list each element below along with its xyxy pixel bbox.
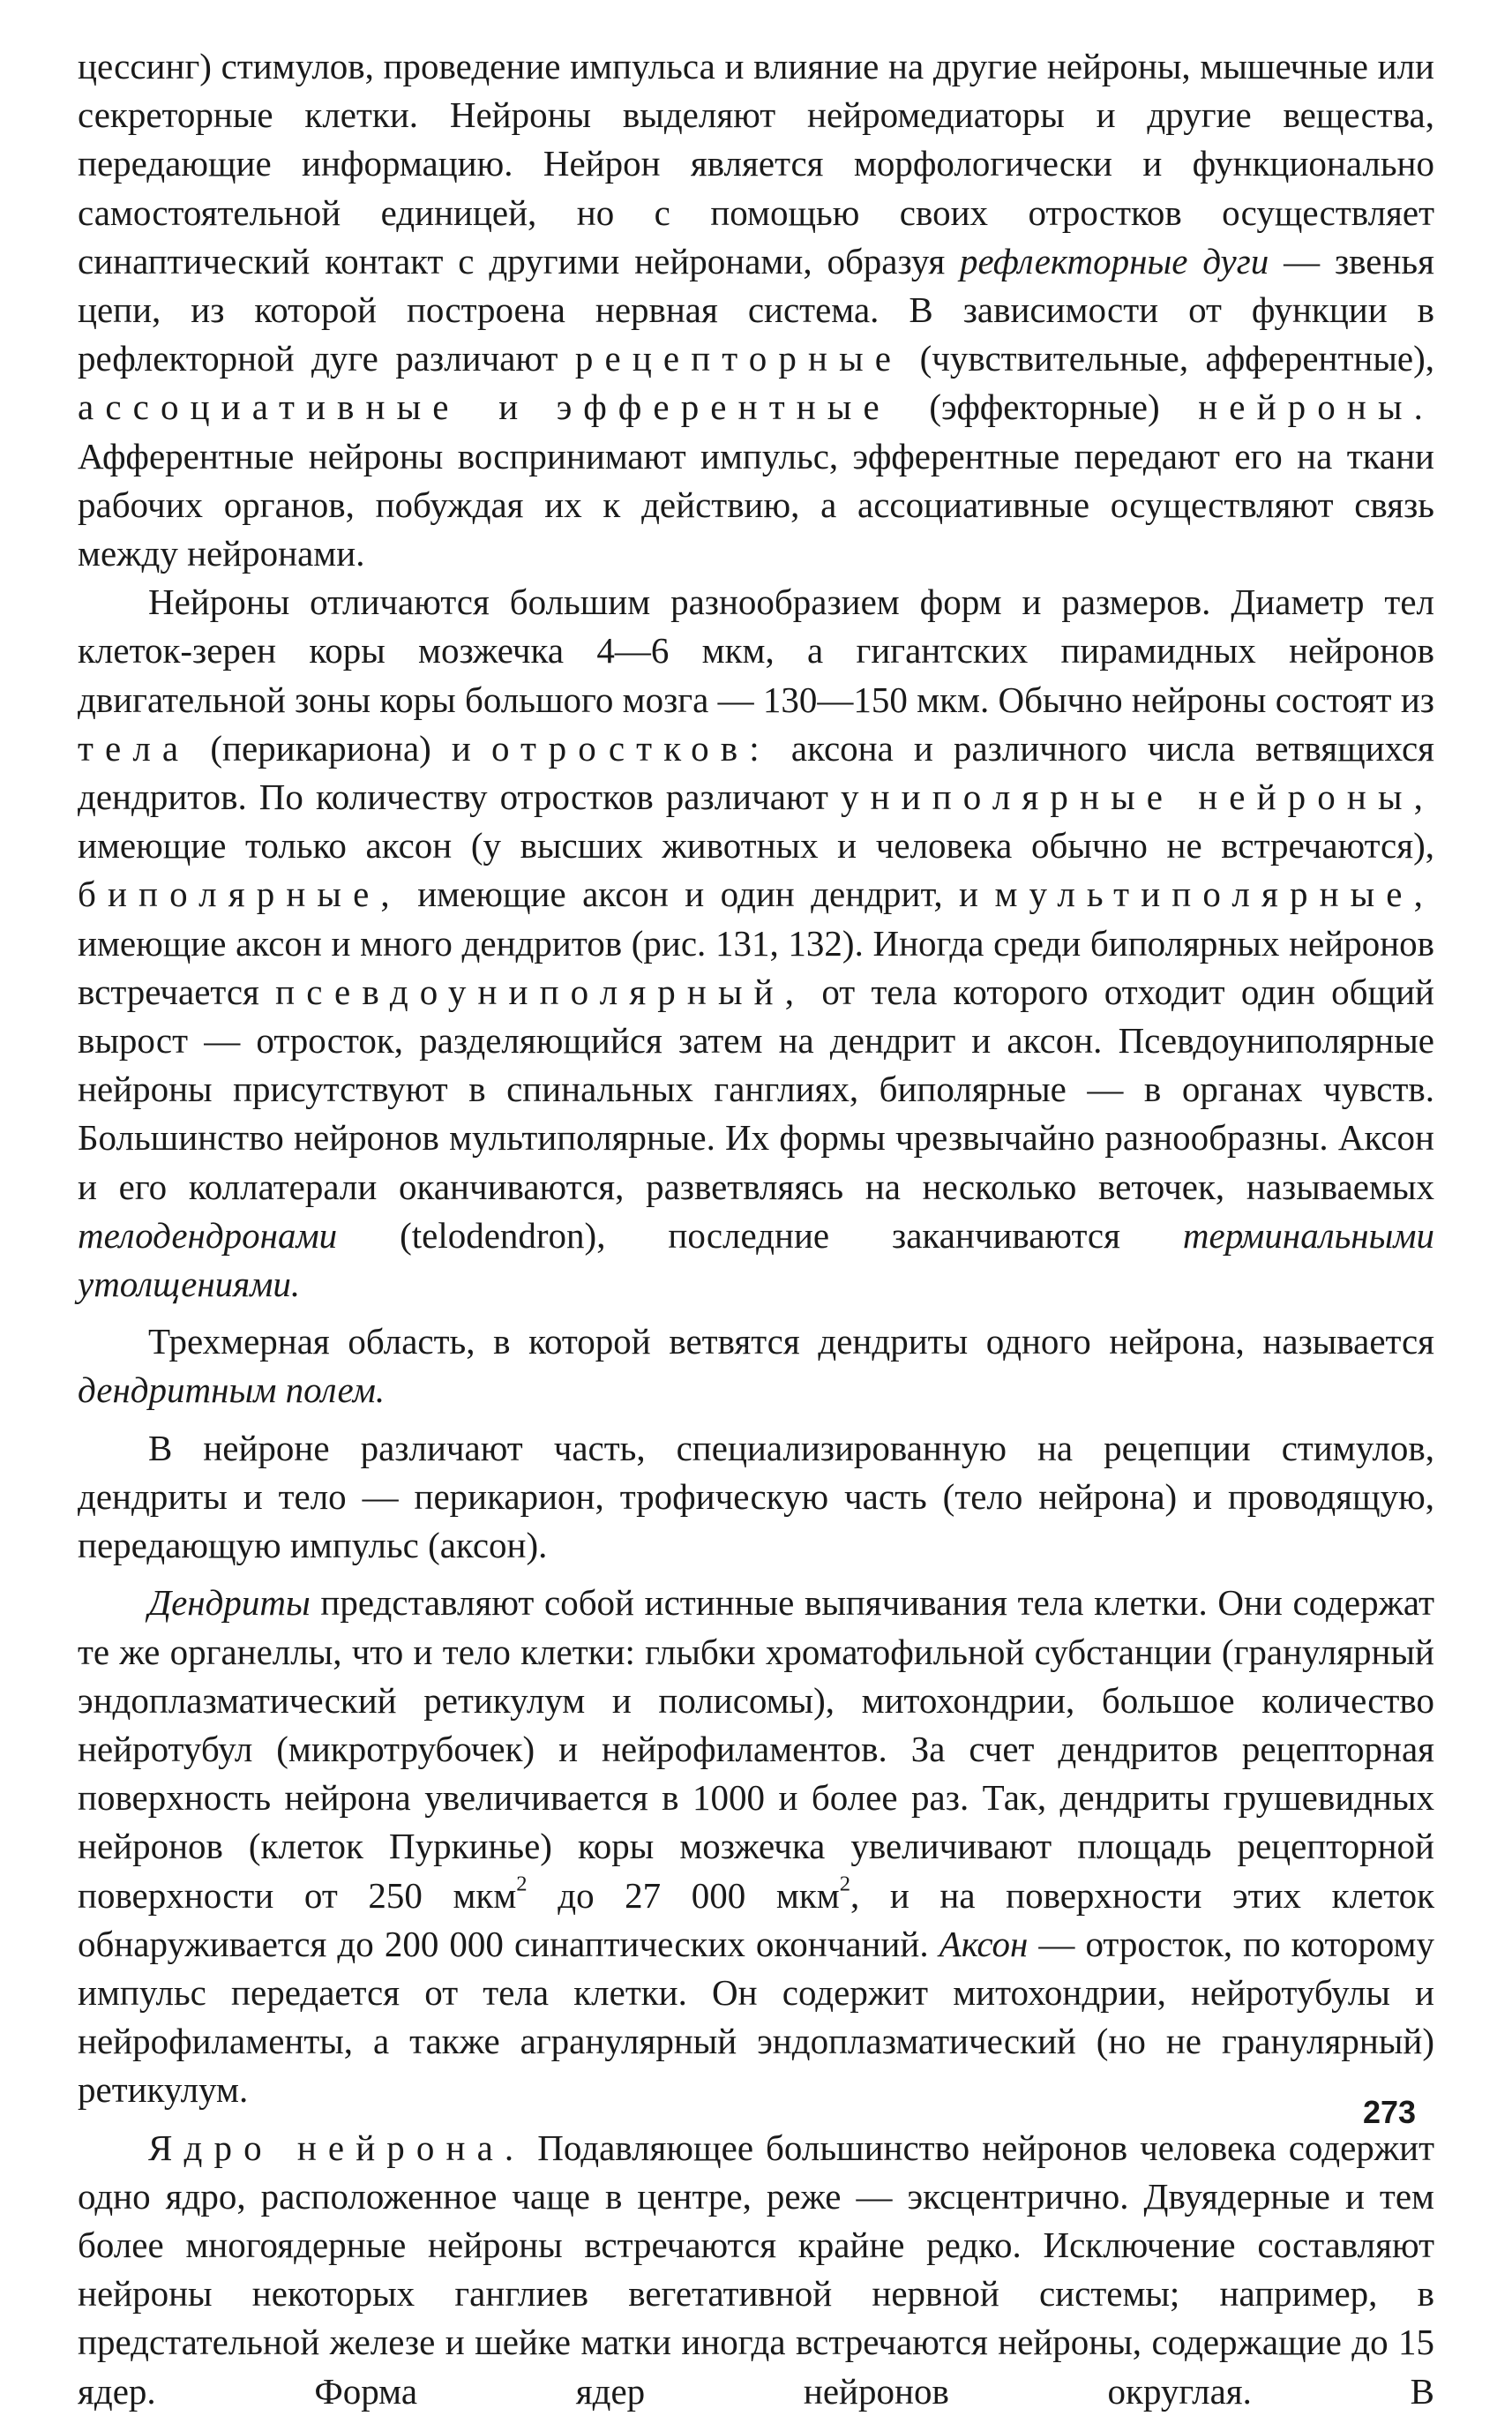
text: (чувствительные, афферентные), (902, 338, 1434, 379)
spaced-term: униполярные нейроны, (840, 777, 1434, 818)
page-number: 273 (1363, 2094, 1417, 2130)
italic-term: телодендронами (78, 1214, 338, 1256)
text: — отросток, по которому импульс передается от тела клетки. Он содержит митохондрии, нейротубулы и нейрофиламенты, а также агранулярный эндоплазматический (но не гранулярный) ретикулум. (78, 1923, 1434, 2111)
spaced-term: биполярные, (78, 874, 401, 915)
paragraph-1 (78, 42, 1434, 578)
text: , и на поверхности этих клеток обнаруживается до 200 000 синаптических окончаний. (78, 1874, 1435, 1964)
paragraph-4 (78, 1424, 1434, 1571)
spaced-term: псевдоуниполярный, (275, 971, 806, 1012)
text: и (460, 386, 557, 428)
text: аксона и различного числа ветвящихся дендритов. По количеству отростков различают (78, 727, 1435, 818)
text: от тела которого отходит один общий вырост — отросток, разделяющийся затем на дендрит и аксон. Псевдоуниполярные нейроны присутствуют в спинальных ганглиях, биполярные — в органах чувств. Большинство нейронов мультиполярные. Их формы чрезвычайно разнообразны. Аксон и его коллатерали оканчиваются, разветвляясь на несколько веточек, называемых (78, 971, 1434, 1207)
italic-term: дендритным полем. (78, 1369, 385, 1411)
superscript: 2 (516, 1871, 528, 1895)
text: (эффекторные) (890, 386, 1199, 428)
text: Афферентные нейроны воспринимают импульс, эфферентные передают его на ткани рабочих органов, побуждая их к действию, а ассоциативные осуществляют связь между нейронами. (78, 435, 1434, 574)
spaced-term: рецепторные (574, 338, 903, 379)
text: до 27 000 мкм (527, 1874, 840, 1916)
text: Трехмерная область, в которой ветвятся дендриты одного нейрона, называется (148, 1321, 1434, 1362)
text: имеющие аксон и один дендрит, и (400, 874, 995, 915)
paragraph-6 (78, 2124, 1434, 2416)
spaced-term: Ядро нейрона. (148, 2127, 526, 2168)
spaced-term: отростков: (490, 727, 771, 769)
paragraph-5 (78, 1579, 1434, 2114)
text: Подавляющее большинство нейронов человека содержит одно ядро, расположенное чаще в центре, реже — эксцентрично. Двуядерные и тем более многоядерные нейроны встречаются крайне редко. Исключение составляют нейроны некоторых ганглиев вегетативной нервной системы; например, в предстательной железе и шейке матки иногда встречаются нейроны, содержащие до 15 ядер. Форма ядер нейронов округлая. В (78, 2127, 1434, 2412)
paragraph-3 (78, 1317, 1434, 1414)
italic-term: Дендриты (148, 1582, 311, 1624)
italic-term: рефлекторные дуги (960, 240, 1269, 281)
italic-term: терминальными утолщениями. (78, 1214, 1434, 1305)
text: представляют собой истинные выпячивания тела клетки. Они содержат те же органеллы, что и тело клетки: глыбки хроматофильной субстанции (гранулярный эндоплазматический ретикулум и полисомы), митохондрии, большое количество нейротубул (микротрубочек) и нейрофиламентов. За счет дендритов рецепторная поверхность нейрона увеличивается в 1000 и более раз. Так, дендриты грушевидных нейронов (клеток Пуркинье) коры мозжечка увеличивают площадь рецепторной поверхности от 250 мкм (78, 1582, 1434, 1916)
italic-term: Аксон (939, 1923, 1029, 1964)
spaced-term: мультиполярные, (994, 874, 1434, 915)
text: цессинг) стимулов, проведение импульса и влияние на другие нейроны, мышечные или секреторные клетки. Нейроны выделяют нейромедиаторы и другие вещества, передающие информацию. Нейрон является морфологически и функционально самостоятельной единицей, но с помощью своих отростков осуществляет синаптический контакт с другими нейронами, образуя (78, 46, 1434, 281)
text: В нейроне различают часть, специализированную на рецепции стимулов, дендриты и тело — перикарион, трофическую часть (тело нейрона) и проводящую, передающую импульс (аксон). (78, 1427, 1434, 1566)
spaced-term: ассоциативные (78, 386, 460, 428)
superscript: 2 (839, 1871, 851, 1895)
text: (telodendron), последние заканчиваются (337, 1214, 1183, 1256)
spaced-term: нейроны. (1198, 386, 1434, 428)
paragraph-2 (78, 578, 1434, 1309)
text: Нейроны отличаются большим разнообразием форм и размеров. Диаметр тел клеток-зерен коры мозжечка 4—6 мкм, а гигантских пирамидных нейронов двигательной зоны коры большого мозга — 130—150 мкм. Обычно нейроны состоят из (78, 581, 1434, 720)
text: — звенья цепи, из которой построена нервная система. В зависимости от функции в рефлекторной дуге различают (78, 240, 1434, 379)
spaced-term: эфферентные (556, 386, 891, 428)
text: (перикариона) и (190, 727, 491, 769)
text: имеющие аксон и много дендритов (рис. 131, 132). Иногда среди биполярных нейронов встречается (78, 922, 1434, 1012)
text: имеющие только аксон (у высших животных и человека обычно не встречаются), (78, 825, 1434, 867)
spaced-term: тела (78, 727, 191, 769)
page-body (78, 42, 1434, 2416)
